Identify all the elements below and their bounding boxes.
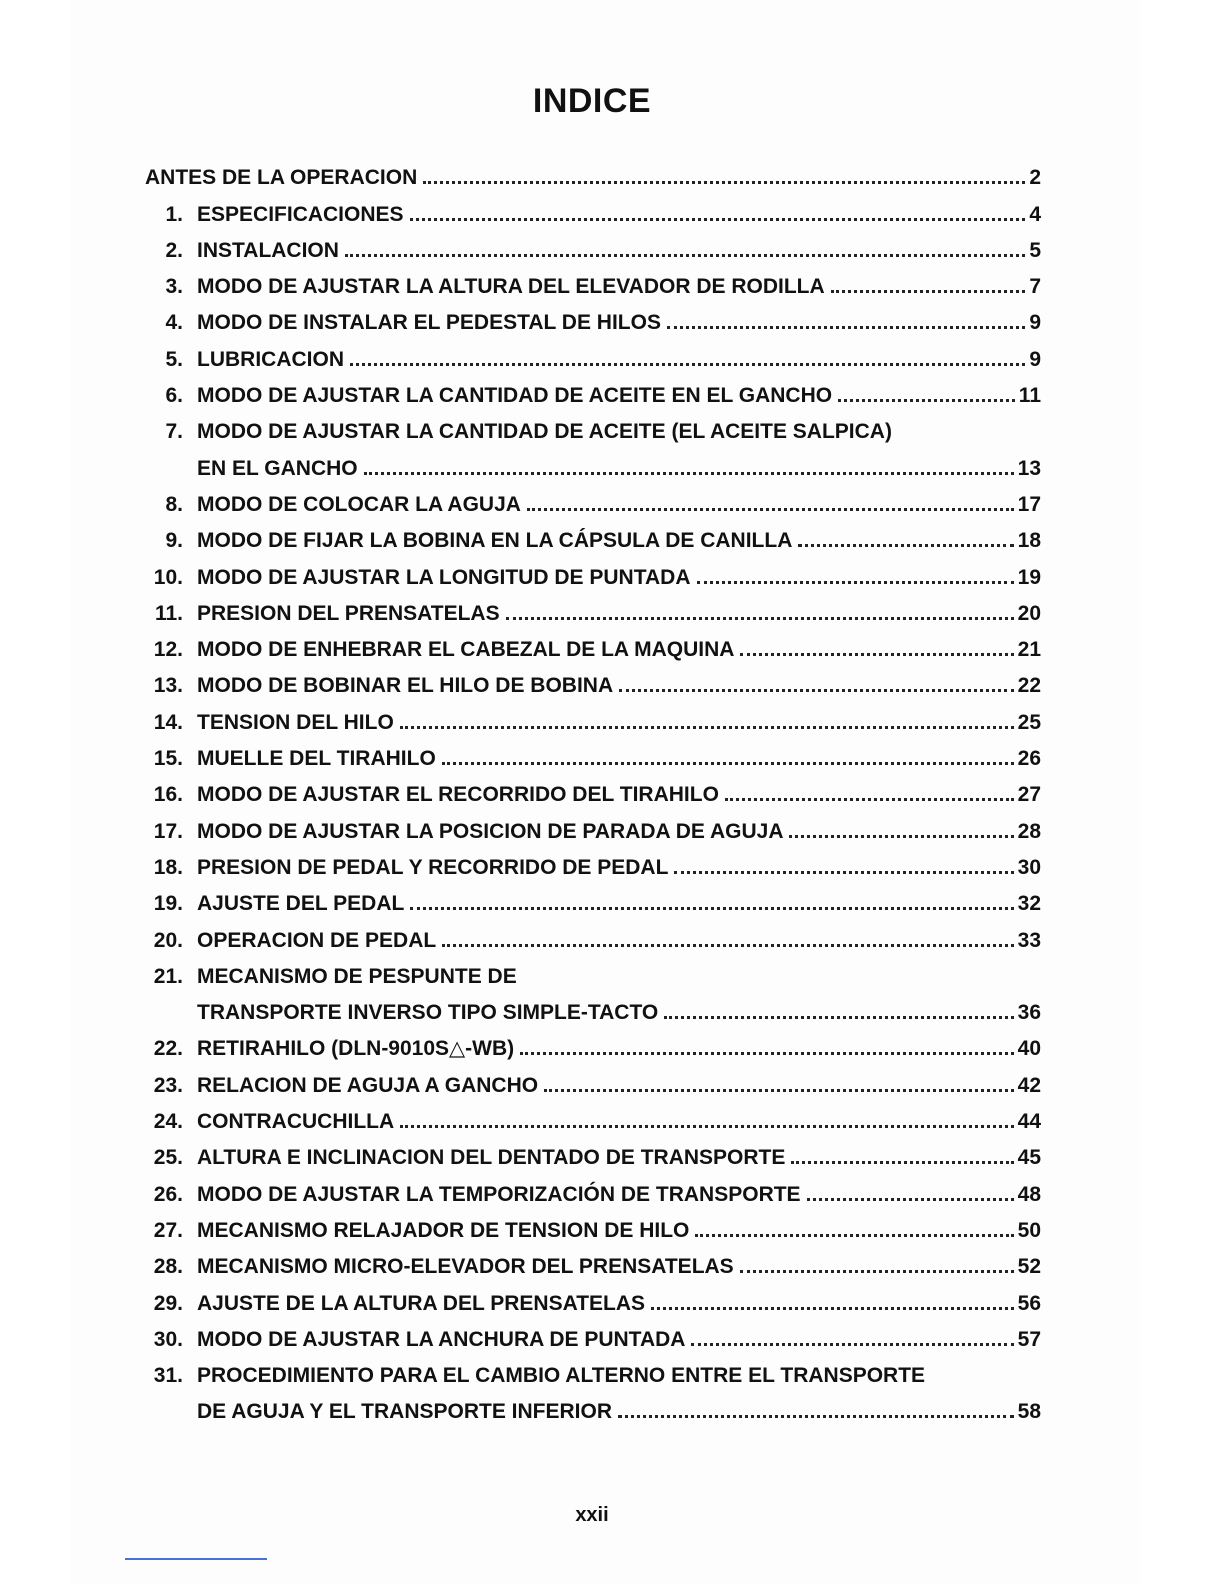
toc-entry-number: 31. bbox=[153, 1364, 183, 1388]
dot-leader bbox=[345, 254, 1025, 257]
page-title: INDICE bbox=[532, 82, 652, 120]
toc-entry[interactable] bbox=[145, 880, 1041, 916]
dot-leader bbox=[442, 762, 1014, 765]
dot-leader bbox=[725, 798, 1014, 801]
toc-entry[interactable] bbox=[145, 916, 1041, 952]
toc-entry-title: MODO DE INSTALAR EL PEDESTAL DE HILOS bbox=[197, 311, 661, 335]
toc-entry-title: CONTRACUCHILLA bbox=[197, 1110, 395, 1134]
dot-leader bbox=[544, 1089, 1014, 1092]
dot-leader bbox=[651, 1307, 1014, 1310]
toc-entry[interactable] bbox=[145, 844, 1041, 880]
toc-entry[interactable] bbox=[145, 1061, 1041, 1097]
toc-entry-number: 27. bbox=[153, 1218, 183, 1242]
toc-entry-title: EN EL GANCHO bbox=[197, 456, 358, 480]
toc-entry-number: 11. bbox=[154, 601, 183, 625]
toc-entry-number: 7. bbox=[165, 420, 183, 444]
toc-entry-number: 13. bbox=[153, 674, 183, 698]
toc-entry-number: 12. bbox=[153, 638, 183, 662]
toc-entry[interactable] bbox=[145, 1207, 1041, 1243]
toc-entry-page: 40 bbox=[1017, 1037, 1041, 1061]
toc-entry-number: 5. bbox=[165, 347, 183, 371]
toc-entry[interactable] bbox=[145, 1352, 1041, 1388]
toc-entry-number: 25. bbox=[153, 1146, 183, 1170]
dot-leader bbox=[838, 399, 1015, 402]
toc-entry-page: 19 bbox=[1017, 565, 1041, 589]
toc-entry-page: 44 bbox=[1017, 1110, 1041, 1134]
toc-entry-title: MECANISMO RELAJADOR DE TENSION DE HILO bbox=[197, 1218, 690, 1242]
toc-entry-number: 16. bbox=[153, 783, 183, 807]
dot-leader bbox=[789, 835, 1013, 838]
toc-entry-title: ANTES DE LA OPERACION bbox=[145, 166, 418, 190]
toc-entry[interactable] bbox=[145, 590, 1041, 626]
toc-entry-title: ESPECIFICACIONES bbox=[197, 202, 404, 226]
toc-entry-number: 24. bbox=[153, 1110, 183, 1134]
toc-entry-title: OPERACION DE PEDAL bbox=[197, 928, 437, 952]
toc-entry-page: 17 bbox=[1017, 492, 1041, 516]
toc-entry-number: 18. bbox=[153, 855, 183, 879]
toc-entry-page: 52 bbox=[1017, 1255, 1041, 1279]
dot-leader bbox=[798, 544, 1013, 547]
toc-entry-title: RELACION DE AGUJA A GANCHO bbox=[197, 1073, 539, 1097]
toc-entry-title: MECANISMO DE PESPUNTE DE bbox=[197, 964, 517, 988]
toc-entry[interactable] bbox=[145, 1243, 1041, 1279]
toc-entry-number: 19. bbox=[153, 892, 183, 916]
toc-entry[interactable] bbox=[145, 1316, 1041, 1352]
toc-entry-page: 33 bbox=[1017, 928, 1041, 952]
toc-entry[interactable] bbox=[145, 1388, 1041, 1424]
toc-entry-page: 9 bbox=[1029, 311, 1041, 335]
dot-leader bbox=[423, 181, 1025, 184]
toc-entry-page: 25 bbox=[1017, 710, 1041, 734]
toc-entry[interactable] bbox=[145, 408, 1041, 444]
toc-entry-number: 10. bbox=[153, 565, 183, 589]
toc-entry[interactable] bbox=[145, 807, 1041, 843]
toc-entry-title: MODO DE AJUSTAR LA TEMPORIZACIÓN DE TRANSPORTE bbox=[197, 1182, 801, 1206]
toc-entry-title: PRESION DEL PRENSATELAS bbox=[197, 601, 500, 625]
toc-entry[interactable] bbox=[145, 698, 1041, 734]
toc-entry-page: 27 bbox=[1017, 783, 1041, 807]
toc-entry-number: 30. bbox=[153, 1327, 183, 1351]
toc-entry-page: 45 bbox=[1017, 1146, 1041, 1170]
toc-entry[interactable] bbox=[145, 735, 1041, 771]
toc-entry-page: 13 bbox=[1017, 456, 1041, 480]
toc-entry-number: 2. bbox=[165, 238, 183, 262]
toc-entry-page: 11 bbox=[1018, 384, 1041, 408]
toc-entry-title: TRANSPORTE INVERSO TIPO SIMPLE-TACTO bbox=[197, 1001, 659, 1025]
dot-leader bbox=[807, 1198, 1014, 1201]
toc-entry-page: 57 bbox=[1017, 1327, 1041, 1351]
dot-leader bbox=[410, 218, 1026, 221]
toc-entry-title: MODO DE AJUSTAR LA CANTIDAD DE ACEITE EN EL GANCHO bbox=[197, 384, 833, 408]
dot-leader bbox=[618, 1415, 1014, 1418]
toc-entry-title: MODO DE AJUSTAR LA POSICION DE PARADA DE AGUJA bbox=[197, 819, 784, 843]
toc-entry-page: 18 bbox=[1017, 529, 1041, 553]
dot-leader bbox=[691, 1343, 1013, 1346]
toc-entry-title: MODO DE AJUSTAR LA CANTIDAD DE ACEITE (EL ACEITE SALPICA) bbox=[197, 420, 892, 444]
toc-entry-title: DE AGUJA Y EL TRANSPORTE INFERIOR bbox=[197, 1400, 613, 1424]
toc-entry-page: 36 bbox=[1017, 1001, 1041, 1025]
toc-entry[interactable] bbox=[145, 771, 1041, 807]
toc-entry-page: 9 bbox=[1029, 347, 1041, 371]
toc-entry[interactable] bbox=[145, 989, 1041, 1025]
toc-entry-number: 14. bbox=[153, 710, 183, 734]
dot-leader bbox=[400, 1125, 1013, 1128]
toc-entry-number: 8. bbox=[165, 492, 183, 516]
toc-entry-number: 20. bbox=[153, 928, 183, 952]
toc-entry-page: 21 bbox=[1017, 638, 1041, 662]
toc-entry-page: 7 bbox=[1029, 275, 1041, 299]
toc-entry-number: 22. bbox=[153, 1037, 183, 1061]
toc-entry-title: MODO DE BOBINAR EL HILO DE BOBINA bbox=[197, 674, 614, 698]
toc-entry-number: 6. bbox=[165, 384, 183, 408]
toc-entry-page: 56 bbox=[1017, 1291, 1041, 1315]
toc-entry-page: 5 bbox=[1029, 238, 1041, 262]
toc-entry[interactable] bbox=[145, 953, 1041, 989]
toc-entry-title: MODO DE AJUSTAR LA ALTURA DEL ELEVADOR DE RODILLA bbox=[197, 275, 825, 299]
toc-entry[interactable] bbox=[145, 372, 1041, 408]
toc-entry-number: 29. bbox=[153, 1291, 183, 1315]
toc-entry-page: 2 bbox=[1029, 166, 1041, 190]
toc-entry-number: 26. bbox=[153, 1182, 183, 1206]
toc-entry-title: MODO DE AJUSTAR LA LONGITUD DE PUNTADA bbox=[197, 565, 691, 589]
toc-entry-number: 23. bbox=[153, 1073, 183, 1097]
toc-entry-title: AJUSTE DEL PEDAL bbox=[197, 892, 405, 916]
toc-entry[interactable] bbox=[145, 1134, 1041, 1170]
dot-leader bbox=[831, 290, 1026, 293]
toc-entry[interactable] bbox=[145, 1025, 1041, 1061]
toc-entry-number: 15. bbox=[153, 747, 183, 771]
blue-underline-mark bbox=[125, 1558, 267, 1560]
dot-leader bbox=[740, 1270, 1014, 1273]
toc-entry-number: 3. bbox=[165, 275, 183, 299]
toc-entry-number: 17. bbox=[153, 819, 183, 843]
dot-leader bbox=[442, 944, 1013, 947]
toc-entry-title: MECANISMO MICRO-ELEVADOR DEL PRENSATELAS bbox=[197, 1255, 734, 1279]
toc-entry[interactable] bbox=[145, 1279, 1041, 1315]
toc-entry-number: 21. bbox=[153, 964, 183, 988]
page-number-footer: xxii bbox=[575, 1504, 609, 1526]
dot-leader bbox=[697, 581, 1014, 584]
toc-entry-title: MODO DE ENHEBRAR EL CABEZAL DE LA MAQUINA bbox=[197, 638, 735, 662]
dot-leader bbox=[667, 326, 1025, 329]
toc-entry-title: MODO DE AJUSTAR EL RECORRIDO DEL TIRAHILO bbox=[197, 783, 719, 807]
toc-entry[interactable] bbox=[145, 154, 1041, 190]
dot-leader bbox=[695, 1234, 1013, 1237]
toc-entry[interactable] bbox=[145, 553, 1041, 589]
toc-entry-number: 9. bbox=[165, 529, 183, 553]
dot-leader bbox=[410, 907, 1013, 910]
toc-entry-page: 42 bbox=[1017, 1073, 1041, 1097]
toc-entry-title: PRESION DE PEDAL Y RECORRIDO DE PEDAL bbox=[197, 855, 669, 879]
dot-leader bbox=[364, 472, 1014, 475]
dot-leader bbox=[740, 653, 1013, 656]
toc-entry-number: 4. bbox=[165, 311, 183, 335]
toc-entry[interactable] bbox=[145, 517, 1041, 553]
dot-leader bbox=[350, 363, 1025, 366]
toc-entry-page: 4 bbox=[1029, 202, 1041, 226]
toc-entry-title: RETIRAHILO (DLN-9010S△-WB) bbox=[197, 1037, 515, 1061]
toc-entry[interactable] bbox=[145, 299, 1041, 335]
toc-entry-title: ALTURA E INCLINACION DEL DENTADO DE TRANSPORTE bbox=[197, 1146, 786, 1170]
toc-entry-title: MODO DE COLOCAR LA AGUJA bbox=[197, 492, 521, 516]
toc-entry-page: 30 bbox=[1017, 855, 1041, 879]
toc-entry[interactable] bbox=[145, 227, 1041, 263]
toc-entry-title: LUBRICACION bbox=[197, 347, 344, 371]
dot-leader bbox=[674, 871, 1013, 874]
toc-entry-title: TENSION DEL HILO bbox=[197, 710, 394, 734]
toc-entry[interactable] bbox=[145, 1098, 1041, 1134]
toc-entry-page: 26 bbox=[1017, 747, 1041, 771]
toc-entry-page: 48 bbox=[1017, 1182, 1041, 1206]
dot-leader bbox=[791, 1161, 1013, 1164]
toc-entry-number: 28. bbox=[153, 1255, 183, 1279]
dot-leader bbox=[664, 1016, 1013, 1019]
toc-entry-page: 22 bbox=[1017, 674, 1041, 698]
toc-entry-title: MODO DE AJUSTAR LA ANCHURA DE PUNTADA bbox=[197, 1327, 686, 1351]
dot-leader bbox=[400, 726, 1014, 729]
toc-entry-number: 1. bbox=[165, 202, 183, 226]
toc-entry-page: 58 bbox=[1017, 1400, 1041, 1424]
toc-entry[interactable] bbox=[145, 626, 1041, 662]
toc-entry-page: 20 bbox=[1017, 601, 1041, 625]
dot-leader bbox=[506, 617, 1014, 620]
toc-entry-title: MUELLE DEL TIRAHILO bbox=[197, 747, 436, 771]
toc-entry[interactable] bbox=[145, 662, 1041, 698]
toc-entry[interactable] bbox=[145, 335, 1041, 371]
toc-entry-title: INSTALACION bbox=[197, 238, 339, 262]
toc-entry-page: 50 bbox=[1017, 1218, 1041, 1242]
toc-entry[interactable] bbox=[145, 444, 1041, 480]
toc-entry-page: 28 bbox=[1017, 819, 1041, 843]
toc-entry-title: MODO DE FIJAR LA BOBINA EN LA CÁPSULA DE CANILLA bbox=[197, 529, 793, 553]
toc-entry[interactable] bbox=[145, 481, 1041, 517]
toc-entry[interactable] bbox=[145, 263, 1041, 299]
dot-leader bbox=[520, 1052, 1013, 1055]
toc-entry-title: PROCEDIMIENTO PARA EL CAMBIO ALTERNO ENTRE EL TRANSPORTE bbox=[197, 1364, 926, 1388]
toc-entry[interactable] bbox=[145, 1170, 1041, 1206]
toc-entry-page: 32 bbox=[1017, 892, 1041, 916]
toc-entry-title: AJUSTE DE LA ALTURA DEL PRENSATELAS bbox=[197, 1291, 646, 1315]
dot-leader bbox=[527, 508, 1014, 511]
table-of-contents bbox=[145, 154, 1041, 1424]
toc-entry[interactable] bbox=[145, 190, 1041, 226]
dot-leader bbox=[619, 689, 1014, 692]
